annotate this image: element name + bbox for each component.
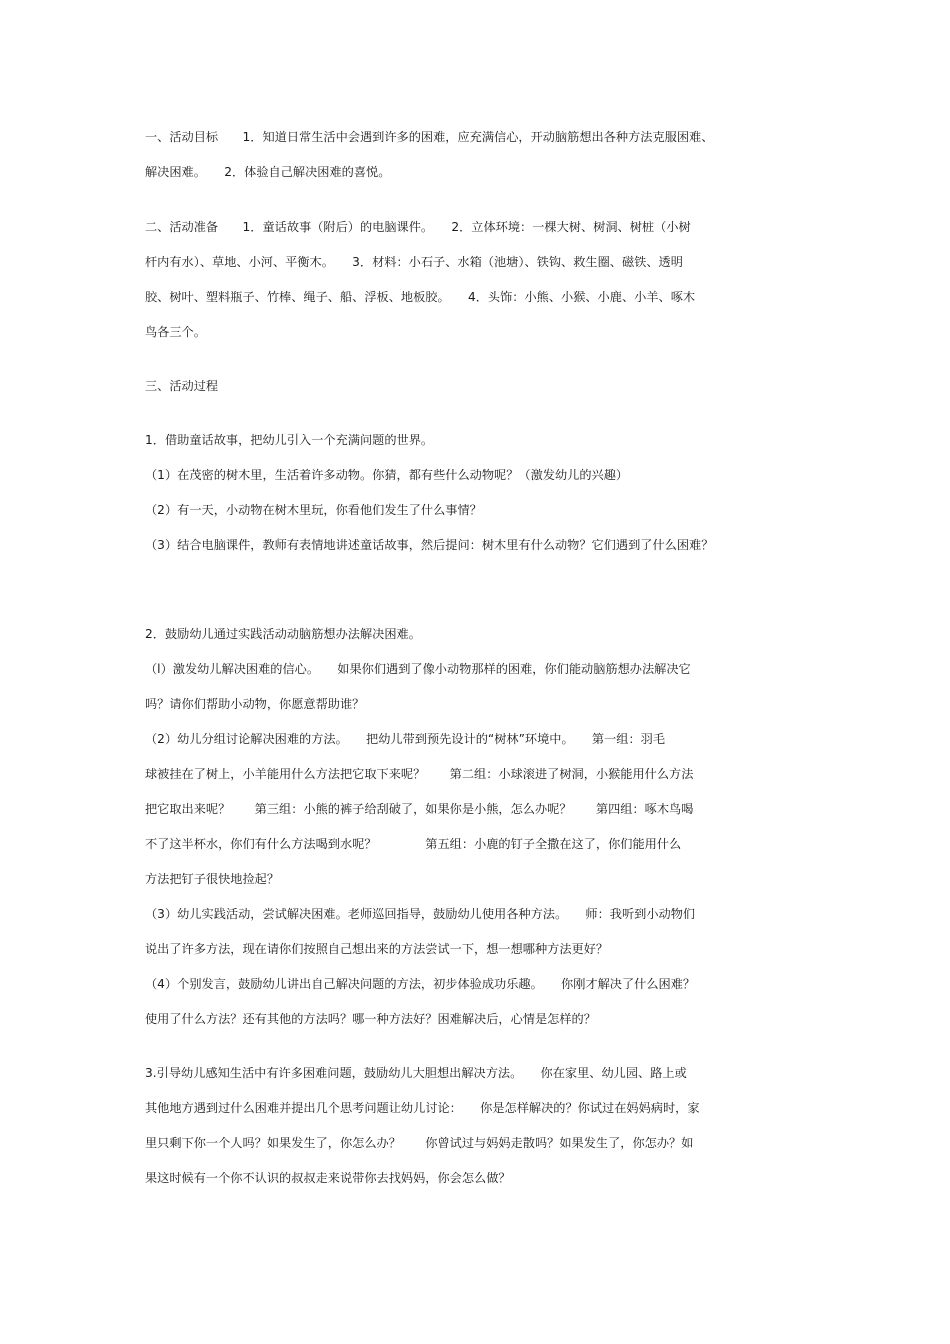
step2-line-3: （2）幼儿分组讨论解决困难的方法。 把幼儿带到预先设计的“树林”环境中。 第一组：羽毛 — [145, 732, 666, 746]
step2-title: 2．鼓励幼儿通过实践活动动脑筋想办法解决困难。 — [145, 627, 421, 641]
step3-title: 3.引导幼儿感知生活中有许多困难问题，鼓励幼儿大胆想出解决方法。 你在家里、幼儿园、路上或 — [145, 1066, 687, 1080]
step2-line-2: 吗？请你们帮助小动物，你愿意帮助谁？ — [145, 697, 365, 711]
step2-line-5: 把它取出来呢？ 第三组：小熊的裤子给刮破了，如果你是小熊，怎么办呢？ 第四组：啄木鸟喝 — [145, 802, 694, 816]
step2-line-9: 说出了许多方法，现在请你们按照自己想出来的方法尝试一下，想一想哪种方法更好？ — [145, 942, 609, 956]
step2-line-8: （3）幼儿实践活动，尝试解决困难。老师巡回指导，鼓励幼儿使用各种方法。 师：我听到小动物们 — [145, 907, 696, 921]
section1-line-1: 一、活动目标 1．知道日常生活中会遇到许多的困难，应充满信心，开动脑筋想出各种方法克服困难、 — [145, 130, 714, 144]
step2-line-11: 使用了什么方法？还有其他的方法吗？哪一种方法好？困难解决后，心情是怎样的？ — [145, 1012, 596, 1026]
step1-line-1: （1）在茂密的树木里，生活着许多动物。你猜，都有些什么动物呢？（激发幼儿的兴趣） — [145, 468, 629, 482]
step2-line-6: 不了这半杯水，你们有什么方法喝到水呢？ 第五组：小鹿的钉子全撒在这了，你们能用什么 — [145, 837, 682, 851]
step2-line-10: （4）个别发言，鼓励幼儿讲出自己解决问题的方法，初步体验成功乐趣。 你刚才解决了什么困难？ — [145, 977, 696, 991]
step2-line-1: （l）激发幼儿解决困难的信心。 如果你们遇到了像小动物那样的困难，你们能动脑筋想办法解决它 — [145, 662, 691, 676]
section2-line-3: 胶、树叶、塑料瓶子、竹棒、绳子、船、浮板、地板胶。 4．头饰：小熊、小猴、小鹿、小羊、啄木 — [145, 290, 696, 304]
step2-line-7: 方法把钉子很快地捡起？ — [145, 872, 280, 886]
step3-line-3: 果这时候有一个你不认识的叔叔走来说带你去找妈妈，你会怎么做？ — [145, 1171, 511, 1185]
step2-line-4: 球被挂在了树上，小羊能用什么方法把它取下来呢？ 第二组：小球滚进了树洞，小猴能用什么方法 — [145, 767, 694, 781]
section1-line-2: 解决困难。 2．体验自己解决困难的喜悦。 — [145, 165, 391, 179]
step1-line-2: （2）有一天，小动物在树木里玩，你看他们发生了什么事情？ — [145, 503, 482, 517]
section3-heading: 三、活动过程 — [145, 379, 219, 393]
step3-line-1: 其他地方遇到过什么困难并提出几个思考问题让幼儿讨论： 你是怎样解决的？你试过在妈妈病时，家 — [145, 1101, 700, 1115]
step1-title: 1．借助童话故事，把幼儿引入一个充满问题的世界。 — [145, 433, 434, 447]
section2-line-2: 杆内有水）、草地、小河、平衡木。 3．材料：小石子、水箱（池塘）、铁钩、救生圈、磁铁、透明 — [145, 255, 683, 269]
step1-line-3: （3）结合电脑课件，教师有表情地讲述童话故事，然后提问：树木里有什么动物？它们遇到了什么困难？ — [145, 538, 714, 552]
section2-line-4: 鸟各三个。 — [145, 325, 206, 339]
step3-line-2: 里只剩下你一个人吗？如果发生了，你怎么办？ 你曾试过与妈妈走散吗？如果发生了，你怎办？如 — [145, 1136, 694, 1150]
section2-line-1: 二、活动准备 1．童话故事（附后）的电脑课件。 2．立体环境：一棵大树、树洞、树桩（小树 — [145, 220, 691, 234]
